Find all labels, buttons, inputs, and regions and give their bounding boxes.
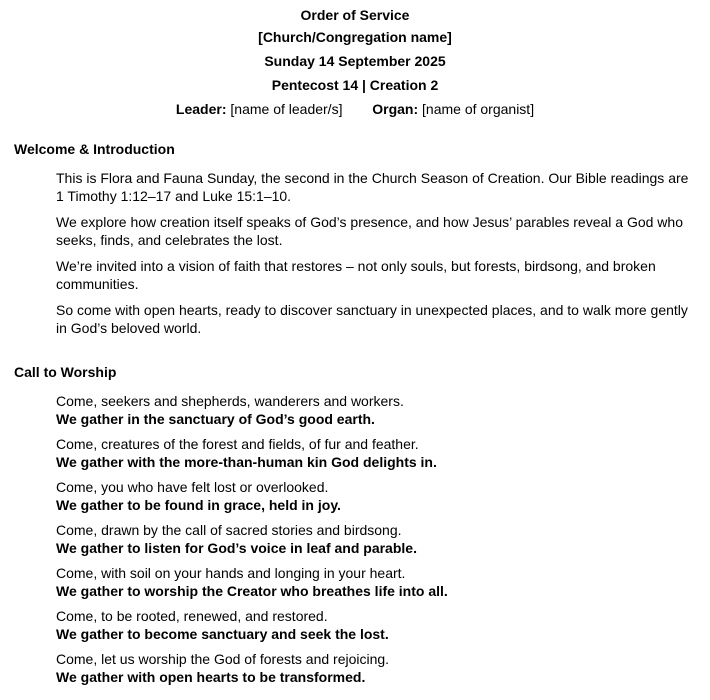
service-date: Sunday 14 September 2025 [264,53,446,69]
people-response: We gather to become sanctuary and seek the lost. [56,626,389,642]
people-response: We gather with open hearts to be transformed. [56,669,366,685]
leader-line: Come, with soil on your hands and longing in your heart. [56,565,406,581]
call-response-pair [56,521,696,557]
leader-line: Come, to be rooted, renewed, and restored. [56,608,328,624]
organ-label: Organ: [372,101,419,117]
leader-value: [name of leader/s] [230,101,343,117]
leader-line: Come, drawn by the call of sacred stories and birdsong. [56,522,402,538]
people-response: We gather to listen for God’s voice in leaf and parable. [56,540,417,556]
welcome-paragraph: We’re invited into a vision of faith that restores – not only souls, but forests, birdsong, and broken communities. [56,258,656,292]
call-response-pair [56,392,696,428]
service-title: Order of Service [300,7,410,23]
leader-line: Come, you who have felt lost or overlooked. [56,479,329,495]
call-response-pair [56,650,696,686]
leader-line: Come, let us worship the God of forests and rejoicing. [56,651,390,667]
welcome-paragraph: We explore how creation itself speaks of God’s presence, and how Jesus’ parables reveal a God who seeks, finds, and celebrates the lost. [56,214,683,248]
people-response: We gather to be found in grace, held in joy. [56,497,341,513]
people-response: We gather with the more-than-human kin God delights in. [56,454,437,470]
people-response: We gather to worship the Creator who breathes life into all. [56,583,448,599]
leader-organ-line [14,100,696,118]
welcome-paragraph: So come with open hearts, ready to discover sanctuary in unexpected places, and to walk more gently in God’s beloved world. [56,302,688,336]
liturgical-season: Pentecost 14 | Creation 2 [271,77,439,93]
people-response: We gather in the sanctuary of God’s good earth. [56,411,375,427]
service-header [14,6,696,94]
organ-value: [name of organist] [422,101,535,117]
call-to-worship-heading: Call to Worship [14,364,117,380]
welcome-heading: Welcome & Introduction [14,141,175,157]
call-response-pair [56,607,696,643]
leader-line: Come, seekers and shepherds, wanderers and workers. [56,393,404,409]
congregation-name: [Church/Congregation name] [258,29,452,45]
leader-line: Come, creatures of the forest and fields, of fur and feather. [56,436,419,452]
leader-label: Leader: [175,101,227,117]
welcome-paragraph: This is Flora and Fauna Sunday, the second in the Church Season of Creation. Our Bible readings are 1 Timothy 1:12–17 and Luke 15:1–10. [56,170,689,204]
call-response-pair [56,564,696,600]
call-response-pair [56,435,696,471]
call-response-pair [56,478,696,514]
